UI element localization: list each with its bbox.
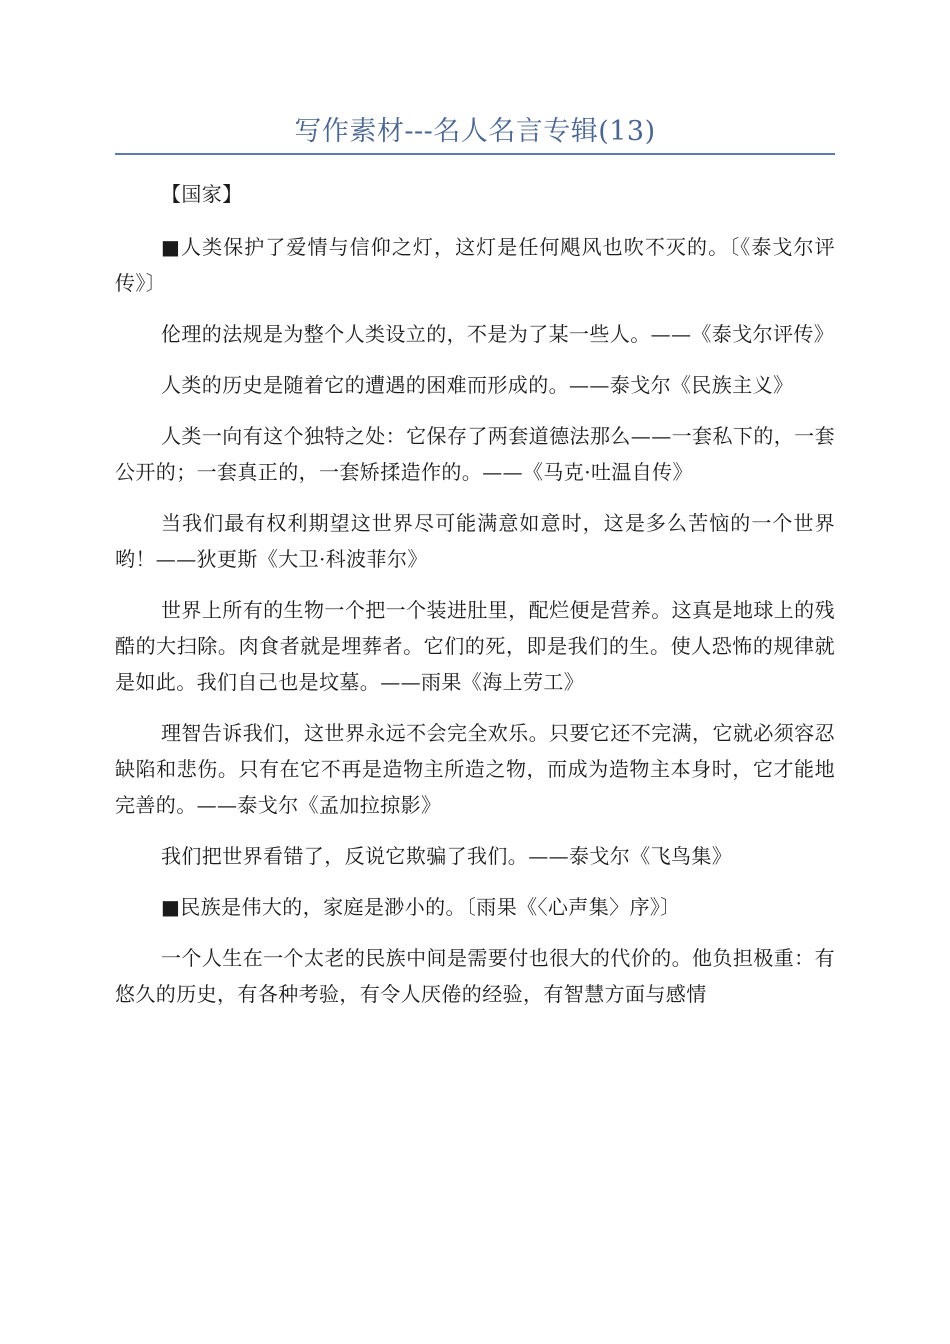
title-underline [115,153,835,155]
quote-paragraph: ■人类保护了爱情与信仰之灯，这灯是任何飓风也吹不灭的。〔《泰戈尔评传》〕 [115,235,835,295]
quote-paragraph: 我们把世界看错了，反说它欺骗了我们。——泰戈尔《飞鸟集》 [161,844,733,868]
quote-paragraph: 一个人生在一个太老的民族中间是需要付也很大的代价的。他负担极重：有悠久的历史，有各种考验，有令人厌倦的经验，有智慧方面与感情 [115,946,835,1006]
quote-paragraph: 伦理的法规是为整个人类设立的，不是为了某一些人。——《泰戈尔评传》 [161,322,835,346]
quote-paragraph: ■民族是伟大的，家庭是渺小的。〔雨果《〈心声集〉序》〕 [161,895,681,919]
quote-paragraph: 当我们最有权利期望这世界尽可能满意如意时，这是多么苦恼的一个世界哟！——狄更斯《大卫·科波菲尔》 [115,511,835,571]
section-heading: 【国家】 [161,182,243,206]
document-body [115,176,835,1027]
document-title: 写作素材---名人名言专辑(13) [294,116,656,147]
quote-paragraph: 世界上所有的生物一个把一个装进肚里，配烂便是营养。这真是地球上的残酷的大扫除。肉食者就是埋葬者。它们的死，即是我们的生。使人恐怖的规律就是如此。我们自己也是坟墓。——雨果《海上劳工》 [115,598,835,694]
quote-paragraph: 理智告诉我们，这世界永远不会完全欢乐。只要它还不完满，它就必须容忍缺陷和悲伤。只有在它不再是造物主所造之物，而成为造物主本身时，它才能地完善的。——泰戈尔《孟加拉掠影》 [115,721,835,817]
quote-paragraph: 人类一向有这个独特之处：它保存了两套道德法那么——一套私下的，一套公开的；一套真正的，一套矫揉造作的。——《马克·吐温自传》 [115,424,835,484]
quote-paragraph: 人类的历史是随着它的遭遇的困难而形成的。——泰戈尔《民族主义》 [161,373,794,397]
